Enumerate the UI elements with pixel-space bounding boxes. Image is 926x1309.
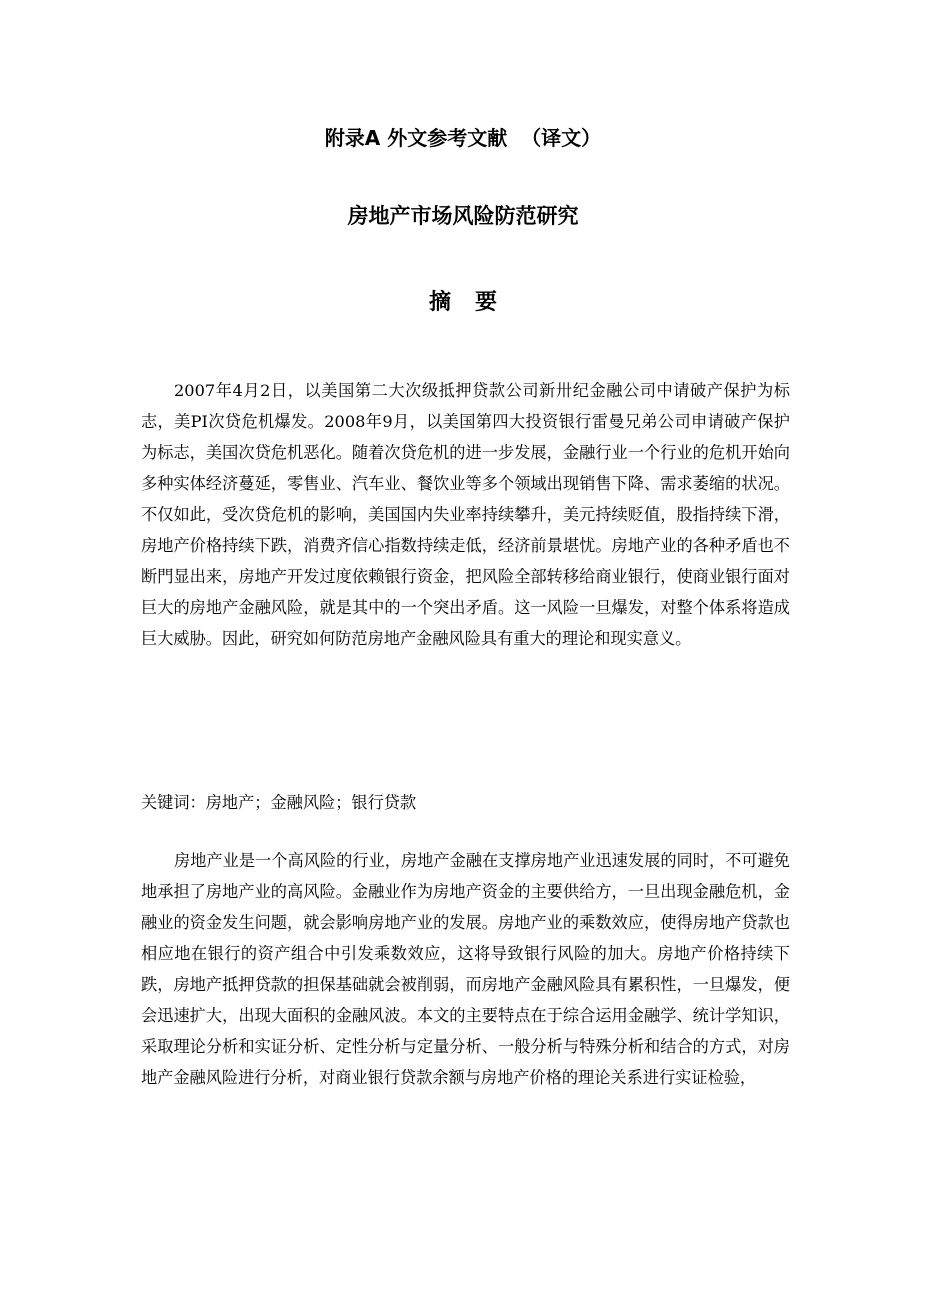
keywords-line: 关键词：房地产；金融风险；银行贷款 bbox=[141, 793, 417, 812]
appendix-title: 附录A 外文参考文献 （译文） bbox=[324, 126, 602, 150]
abstract-heading: 摘要 bbox=[428, 290, 521, 315]
abstract-paragraph: 2007年4月2日，以美国第二大次级抵押贷款公司新卅纪金融公司中请破产保护为标志，美PI次贷危机爆发。2008年9月，以美国第四大投资银行雷曼兄弟公司申请破产保护为标志，美国次贷危机恶化。随着次贷危机的进一步发展，金融行业一个行业的危机开始向多种实体经济蔓延，零售业、汽车业、餐饮业等多个领域出现销售下降、需求萎缩的状况。不仅如此，受次贷危机的影响，美国国内失业率持续攀升，美元持续贬值，股指持续下滑，房地产价格持续下跌，消费齐信心指数持续走低，经济前景堪忧。房地产业的各种矛盾也不断門显出来，房地产开发过度依赖银行资金，把风险全部转移给商业银行，使商业银行面对巨大的房地产金融风险，就是其中的一个突出矛盾。这一风险一旦爆发，对整个体系将造成巨大威胁。因此，研究如何防范房地产金融风险具有重大的理论和现实意义。 bbox=[141, 381, 790, 648]
body-paragraph: 房地产业是一个高风险的行业，房地产金融在支撑房地产业迅速发展的同时，不可避免地承担了房地产业的高风险。金融业作为房地产资金的主要供给方，一旦出现金融危机，金融业的资金发生问题，就会影响房地产业的发展。房地产业的乘数效应，使得房地产贷款也相应地在银行的资产组合中引发乘数效应，这将导致银行风险的加大。房地产价格持续下跌，房地产抵押贷款的担保基础就会被削弱，而房地产金融风险具有累积性，一旦爆发，便会迅速扩大，出现大面积的金融风波。本文的主要特点在于综合运用金融学、统计学知识，采取理论分析和实证分析、定性分析与定量分析、一般分析与特殊分析和结合的方式，对房地产金融风险进行分析，对商业银行贷款余额与房地产价格的理论关系进行实证检验， bbox=[141, 851, 790, 1087]
paper-title: 房地产市场风险防范研究 bbox=[347, 204, 579, 228]
